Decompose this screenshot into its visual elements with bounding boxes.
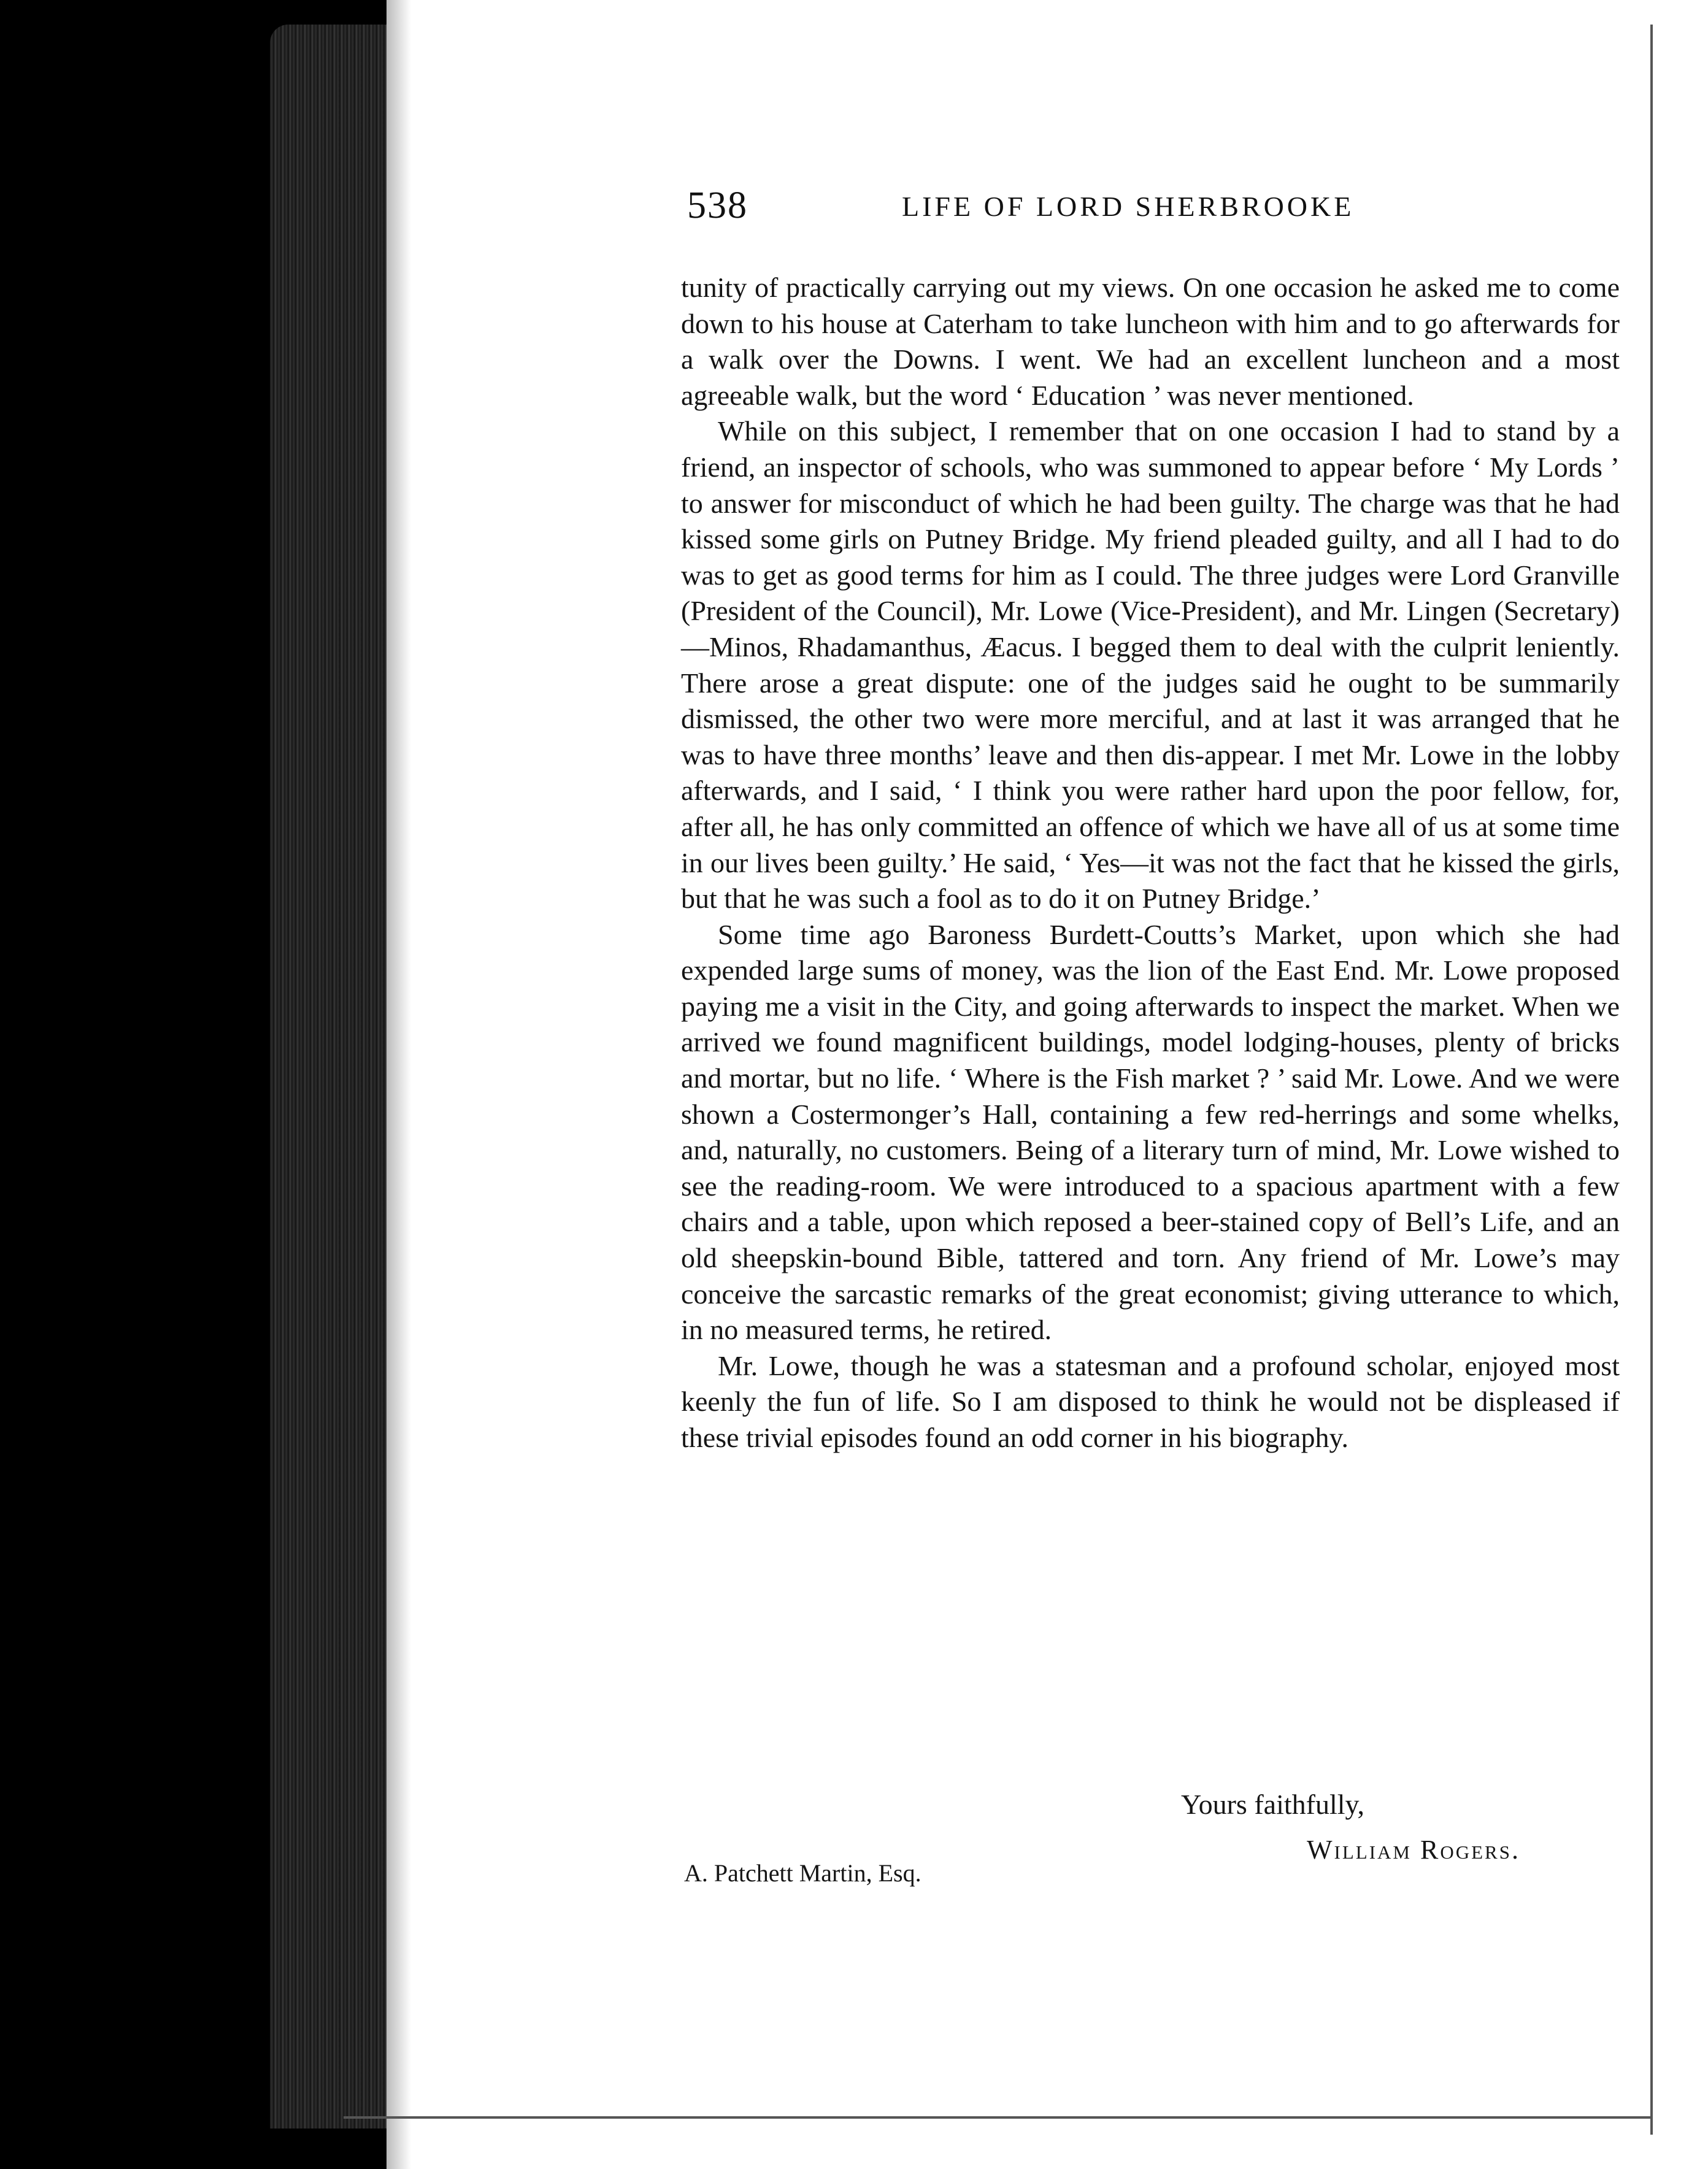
page-border-bottom <box>344 2116 1653 2119</box>
running-header <box>687 184 1399 239</box>
page-gutter-shadow <box>387 0 411 2169</box>
paragraph-1: tunity of practically carrying out my views. On one occasion he asked me to come down to his house at Caterham to take luncheon with him and to go afterwards for a walk over the Downs. I went. We had an excellent luncheon and a most agreeable walk, but the word ‘ Education ’ was never mentioned. <box>681 272 1620 411</box>
paragraph-3: Some time ago Baroness Burdett-Coutts’s Market, upon which she had expended large sums of money, was the lion of the East End. Mr. Lowe proposed paying me a visit in the City, and going afterwards to inspect the market. When we arrived we found magnificent buildings, model lodging-houses, plenty of bricks and mortar, but no life. ‘ Where is the Fish market ? ’ said Mr. Lowe. And we were shown a Costermonger’s Hall, containing a few red-herrings and some whelks, and, naturally, no customers. Being of a literary turn of mind, Mr. Lowe wished to see the reading-room. We were introduced to a spacious apartment with a few chairs and a table, upon which reposed a beer-stained copy of Bell’s Life, and an old sheepskin-bound Bible, tattered and torn. Any friend of Mr. Lowe’s may conceive the sarcastic remarks of the great economist; giving utterance to which, in no measured terms, he retired. <box>681 918 1620 1346</box>
paragraph-2: While on this subject, I remember that on one occasion I had to stand by a friend, an inspector of schools, who was summoned to appear before ‘ My Lords ’ to answer for misconduct of which he had been guilty. The charge was that he had kissed some girls on Putney Bridge. My friend pleaded guilty, and all I had to do was to get as good terms for him as I could. The three judges were Lord Granville (President of the Council), Mr. Lowe (Vice-President), and Mr. Lingen (Secretary)—Minos, Rhadamanthus, Æacus. I begged them to deal with the culprit leniently. There arose a great dispute: one of the judges said he ought to be summarily dismissed, the other two were more merciful, and at last it was arranged that he was to have three months’ leave and then dis-appear. I met Mr. Lowe in the lobby afterwards, and I said, ‘ I think you were rather hard upon the poor fellow, for, after all, he has only committed an offence of which we have all of us at some time in our lives been guilty.’ He said, ‘ Yes—it was not the fact that he kissed the girls, but that he was such a fool as to do it on Putney Bridge.’ <box>681 415 1620 915</box>
paragraph-4: Mr. Lowe, though he was a statesman and a profound scholar, enjoyed most keenly the fun of life. So I am disposed to think he would not be displeased if these trivial episodes found an odd corner in his biography. <box>681 1349 1620 1453</box>
page-number: 538 <box>687 185 748 226</box>
running-title: LIFE OF LORD SHERBROOKE <box>902 191 1355 222</box>
letter-signature: William Rogers. <box>1307 1835 1520 1865</box>
page-border-right <box>1650 25 1653 2135</box>
letter-closing: Yours faithfully, <box>1181 1789 1365 1820</box>
letter-recipient: A. Patchett Martin, Esq. <box>684 1859 921 1887</box>
book-page-edges <box>270 25 393 2129</box>
letter-body <box>681 270 1620 1456</box>
